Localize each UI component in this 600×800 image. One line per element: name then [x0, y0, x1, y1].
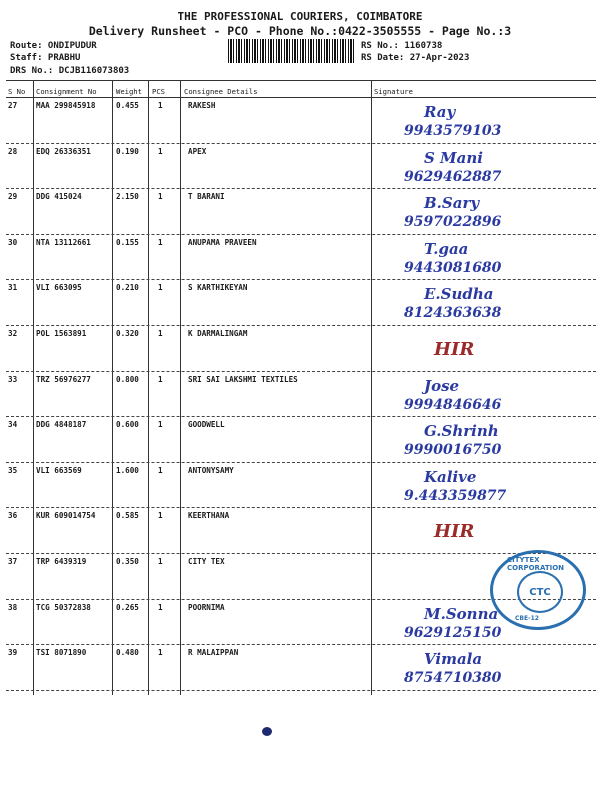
row-sno: 31	[8, 283, 18, 293]
row-weight: 0.265	[116, 602, 139, 612]
table-row	[6, 283, 596, 327]
rs-date: RS Date: 27-Apr-2023	[361, 53, 470, 63]
col-weight: Weight	[116, 87, 142, 96]
row-pcs: 1	[158, 101, 163, 110]
row-pcs: 1	[158, 420, 163, 430]
signature-phone: 8754710380	[404, 670, 502, 687]
row-sno: 34	[8, 420, 18, 430]
signature-handwriting: HIR	[434, 521, 475, 543]
row-consignment: TRZ 56976277	[36, 374, 91, 384]
row-consignment: POL 1563891	[36, 329, 87, 338]
row-weight: 0.190	[116, 146, 139, 156]
row-separator	[6, 279, 596, 280]
row-weight: 0.155	[116, 237, 139, 247]
row-weight: 0.585	[116, 511, 139, 521]
table-header	[6, 84, 596, 98]
table-row	[6, 147, 596, 191]
row-pcs: 1	[158, 283, 163, 293]
row-consignment: DDG 415024	[36, 192, 82, 202]
row-consignment: DDG 4848187	[36, 420, 87, 430]
row-weight: 0.480	[116, 648, 139, 658]
drs-number: DRS No.: DCJB116073803	[10, 66, 130, 76]
row-sno: 37	[8, 557, 18, 566]
row-pcs: 1	[158, 648, 163, 658]
sheet-title: Delivery Runsheet - PCO - Phone No.:0422-3505555 - Page No.:3	[88, 24, 512, 38]
signature-phone: 9994846646	[404, 396, 502, 413]
row-consignee: ANTONYSAMY	[188, 465, 234, 475]
col-consignee: Consignee Details	[184, 87, 258, 96]
row-pcs: 1	[158, 146, 163, 156]
row-separator	[6, 644, 596, 645]
row-pcs: 1	[158, 374, 163, 384]
row-separator	[6, 188, 596, 189]
signature-handwriting: Kalive	[424, 467, 477, 486]
row-consignment: NTA 13112661	[36, 237, 91, 247]
table-row	[6, 238, 596, 282]
signature-phone: 9990016750	[404, 442, 502, 459]
signature-phone: 8124363638	[404, 305, 502, 322]
signature-phone: 9597022896	[404, 214, 502, 231]
row-separator	[6, 371, 596, 372]
signature-handwriting: B.Sary	[424, 194, 480, 213]
signature-handwriting: E.Sudha	[424, 285, 494, 304]
signature-phone: 9443081680	[404, 259, 502, 276]
table-row	[6, 192, 596, 236]
company-stamp	[490, 550, 586, 630]
row-consignee: K DARMALINGAM	[188, 329, 248, 338]
signature-handwriting: Vimala	[424, 650, 483, 669]
signature-phone: 9629462887	[404, 168, 502, 185]
row-consignee: S KARTHIKEYAN	[188, 283, 248, 293]
barcode	[228, 39, 356, 63]
row-consignment: VLI 663569	[36, 465, 82, 475]
table-header-rule	[6, 97, 596, 98]
row-consignee: ANUPAMA PRAVEEN	[188, 237, 257, 247]
row-sno: 29	[8, 192, 18, 202]
row-weight: 0.350	[116, 557, 139, 566]
row-separator	[6, 325, 596, 326]
row-sno: 27	[8, 101, 18, 110]
route-label: Route: ONDIPUDUR	[10, 41, 97, 51]
row-consignee: KEERTHANA	[188, 511, 230, 521]
row-consignee: SRI SAI LAKSHMI TEXTILES	[188, 374, 298, 384]
col-consignment: Consignment No	[36, 87, 97, 96]
table-row	[6, 375, 596, 419]
row-pcs: 1	[158, 192, 163, 202]
table-row	[6, 329, 596, 373]
signature-handwriting: T.gaa	[424, 239, 469, 258]
row-sno: 35	[8, 465, 18, 475]
table-row	[6, 466, 596, 510]
company-title: THE PROFESSIONAL COURIERS, COIMBATORE	[177, 10, 423, 23]
row-weight: 0.455	[116, 101, 139, 110]
row-pcs: 1	[158, 602, 163, 612]
signature-handwriting: HIR	[434, 339, 475, 360]
row-pcs: 1	[158, 329, 163, 338]
row-sno: 39	[8, 648, 18, 658]
row-sno: 33	[8, 374, 18, 384]
col-signature: Signature	[374, 87, 413, 96]
rs-number: RS No.: 1160738	[361, 41, 443, 51]
row-consignment: EDQ 26336351	[36, 146, 91, 156]
signature-handwriting: Jose	[424, 376, 460, 395]
row-consignee: APEX	[188, 146, 207, 156]
row-separator	[6, 553, 596, 554]
stamp-top-text: CITYTEX CORPORATION	[507, 556, 565, 572]
row-consignment: TCG 50372838	[36, 602, 91, 612]
row-consignee: POORNIMA	[188, 602, 225, 612]
signature-phone: 9943579103	[404, 123, 502, 139]
col-sno: S No	[8, 87, 26, 96]
row-sno: 38	[8, 602, 18, 612]
signature-handwriting: S Mani	[424, 148, 483, 167]
signature-phone: 9.443359877	[404, 487, 507, 504]
table-row	[6, 420, 596, 464]
row-pcs: 1	[158, 557, 163, 566]
table-row	[6, 101, 596, 145]
row-pcs: 1	[158, 465, 163, 475]
col-pcs: PCS	[152, 87, 165, 96]
table-row	[6, 511, 596, 555]
signature-handwriting: M.Sonna	[424, 604, 499, 623]
row-sno: 32	[8, 329, 18, 338]
row-separator	[6, 234, 596, 235]
signature-handwriting: Ray	[424, 103, 456, 121]
row-separator	[6, 143, 596, 144]
row-sno: 36	[8, 511, 18, 521]
row-consignee: GOODWELL	[188, 420, 225, 430]
row-separator	[6, 507, 596, 508]
row-separator	[6, 690, 596, 691]
row-pcs: 1	[158, 511, 163, 521]
row-consignee: T BARANI	[188, 192, 225, 202]
row-separator	[6, 416, 596, 417]
row-consignment: MAA 299845918	[36, 101, 96, 110]
row-weight: 0.600	[116, 420, 139, 430]
row-weight: 1.600	[116, 465, 139, 475]
row-pcs: 1	[158, 237, 163, 247]
row-weight: 2.150	[116, 192, 139, 202]
ink-blot	[262, 727, 272, 736]
row-weight: 0.800	[116, 374, 139, 384]
table-top-rule	[6, 80, 596, 81]
row-separator	[6, 462, 596, 463]
row-weight: 0.320	[116, 329, 139, 338]
stamp-bottom-text: CBE-12	[515, 615, 539, 622]
staff-label: Staff: PRABHU	[10, 53, 81, 63]
signature-phone: 9629125150	[404, 624, 502, 641]
row-consignment: TRP 6439319	[36, 557, 87, 566]
row-sno: 30	[8, 237, 18, 247]
row-consignment: KUR 609014754	[36, 511, 96, 521]
row-sno: 28	[8, 146, 18, 156]
signature-handwriting: G.Shrinh	[424, 422, 499, 441]
stamp-center: CTC	[517, 571, 563, 613]
row-weight: 0.210	[116, 283, 139, 293]
row-consignee: R MALAIPPAN	[188, 648, 239, 658]
row-consignee: RAKESH	[188, 101, 216, 110]
row-consignment: VLI 663095	[36, 283, 82, 293]
row-consignee: CITY TEX	[188, 557, 225, 566]
row-consignment: TSI 8071890	[36, 648, 87, 658]
table-row	[6, 648, 596, 692]
